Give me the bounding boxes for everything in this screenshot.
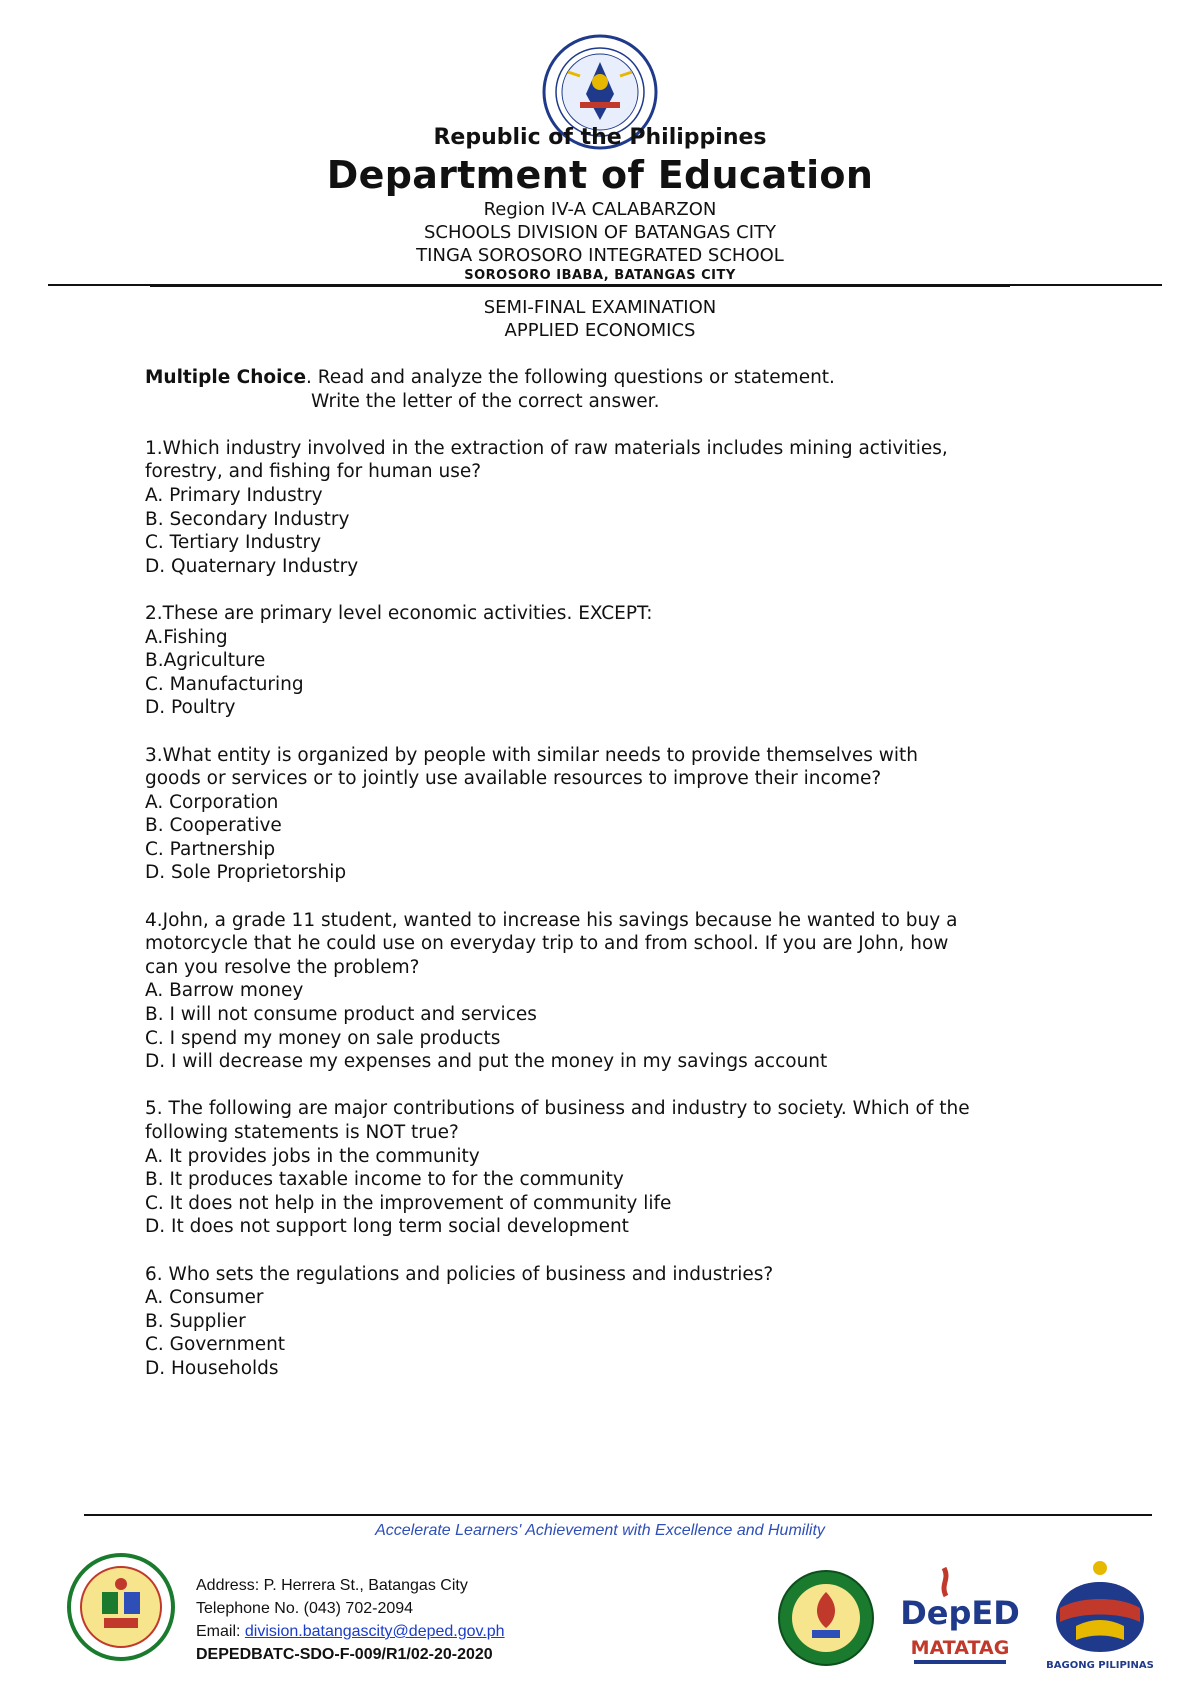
- matatag-logo-text: MATATAG: [910, 1637, 1010, 1659]
- school-address: SOROSORO IBABA, BATANGAS CITY: [464, 268, 736, 283]
- department-title: Department of Education: [326, 153, 874, 197]
- answer-choice: A. Consumer: [145, 1287, 264, 1309]
- region-label: Region IV-A CALABARZON: [483, 199, 717, 220]
- answer-choice: B. Cooperative: [145, 815, 282, 837]
- answer-choice: A. Corporation: [145, 791, 279, 813]
- division-seal-icon: [66, 1552, 176, 1662]
- question-2: [145, 602, 1075, 720]
- question-3: [145, 744, 1075, 886]
- answer-choice: D. Poultry: [145, 697, 236, 719]
- exam-content: [145, 366, 1075, 1381]
- question-text: forestry, and fishing for human use?: [145, 461, 482, 483]
- answer-choice: D. It does not support long term social development: [145, 1216, 629, 1238]
- question-text: goods or services or to jointly use available resources to improve their income?: [145, 768, 882, 790]
- letterhead: [0, 124, 1200, 285]
- question-list: [145, 437, 1075, 1381]
- answer-choice: A. It provides jobs in the community: [145, 1145, 480, 1167]
- answer-choice: B. I will not consume product and services: [145, 1004, 537, 1026]
- answer-choice: B. It produces taxable income to for the community: [145, 1169, 624, 1191]
- header-divider-thin: [150, 286, 1010, 287]
- answer-choice: A.Fishing: [145, 626, 228, 648]
- answer-choice: B. Secondary Industry: [145, 508, 350, 530]
- answer-choice: C. Manufacturing: [145, 673, 304, 695]
- republic-label: Republic of the Philippines: [433, 125, 767, 150]
- footer-motto: Accelerate Learners' Achievement with Excellence and Humility: [375, 1522, 825, 1539]
- answer-choice: D. Quaternary Industry: [145, 555, 359, 577]
- footer-divider: [84, 1514, 1152, 1516]
- footer-address: Address: P. Herrera St., Batangas City: [196, 1577, 468, 1594]
- instructions-line2: Write the letter of the correct answer.: [311, 390, 660, 412]
- bagong-pilipinas-logo-icon: [1040, 1556, 1160, 1672]
- answer-choice: D. Sole Proprietorship: [145, 862, 347, 884]
- question-text: motorcycle that he could use on everyday trip to and from school. If you are John, how: [145, 933, 949, 955]
- exam-title-block: [0, 296, 1200, 342]
- answer-choice: C. It does not help in the improvement of community life: [145, 1192, 672, 1214]
- answer-choice: D. Households: [145, 1357, 279, 1379]
- question-1: [145, 437, 1075, 579]
- school-name: TINGA SOROSORO INTEGRATED SCHOOL: [416, 245, 784, 266]
- question-6: [145, 1263, 1075, 1381]
- question-5: [145, 1097, 1075, 1239]
- instructions-line1: . Read and analyze the following questions or statement.: [306, 367, 835, 388]
- footer-email-row: [196, 1620, 505, 1643]
- exam-subject: APPLIED ECONOMICS: [504, 320, 696, 341]
- school-logo-icon: [776, 1568, 876, 1668]
- deped-matatag-logo-icon: [900, 1562, 1020, 1672]
- answer-choice: C. I spend my money on sale products: [145, 1027, 501, 1049]
- answer-choice: D. I will decrease my expenses and put the money in my savings account: [145, 1051, 828, 1073]
- question-text: 2.These are primary level economic activities. EXCEPT:: [145, 602, 653, 624]
- answer-choice: B.Agriculture: [145, 650, 266, 672]
- footer-contact: [196, 1574, 505, 1666]
- instructions: [145, 366, 1075, 390]
- question-text: 3.What entity is organized by people with similar needs to provide themselves with: [145, 744, 919, 766]
- footer-email-link[interactable]: division.batangascity@deped.gov.ph: [244, 1623, 505, 1640]
- question-text: 6. Who sets the regulations and policies of business and industries?: [145, 1263, 774, 1285]
- division-label: SCHOOLS DIVISION OF BATANGAS CITY: [423, 222, 777, 243]
- answer-choice: C. Tertiary Industry: [145, 532, 322, 554]
- answer-choice: B. Supplier: [145, 1310, 246, 1332]
- exam-title: SEMI-FINAL EXAMINATION: [483, 297, 717, 318]
- bagong-pilipinas-text: BAGONG PILIPINAS: [1046, 1660, 1154, 1671]
- footer-email-label: Email:: [196, 1623, 245, 1640]
- footer-form-code: DEPEDBATC-SDO-F-009/R1/02-20-2020: [196, 1646, 493, 1663]
- question-text: can you resolve the problem?: [145, 956, 420, 978]
- question-text: following statements is NOT true?: [145, 1122, 459, 1143]
- instructions-label: Multiple Choice: [145, 367, 306, 388]
- question-text: 4.John, a grade 11 student, wanted to increase his savings because he wanted to buy a: [145, 909, 958, 931]
- answer-choice: C. Partnership: [145, 838, 276, 860]
- answer-choice: C. Government: [145, 1334, 286, 1356]
- footer-telephone: Telephone No. (043) 702-2094: [196, 1600, 414, 1617]
- answer-choice: A. Barrow money: [145, 980, 304, 1002]
- question-text: 1.Which industry involved in the extraction of raw materials includes mining activities,: [145, 437, 948, 459]
- question-4: [145, 909, 1075, 1074]
- deped-logo-text: DepED: [900, 1594, 1020, 1632]
- answer-choice: A. Primary Industry: [145, 484, 323, 506]
- question-text: 5. The following are major contributions of business and industry to society. Which of the: [145, 1098, 970, 1120]
